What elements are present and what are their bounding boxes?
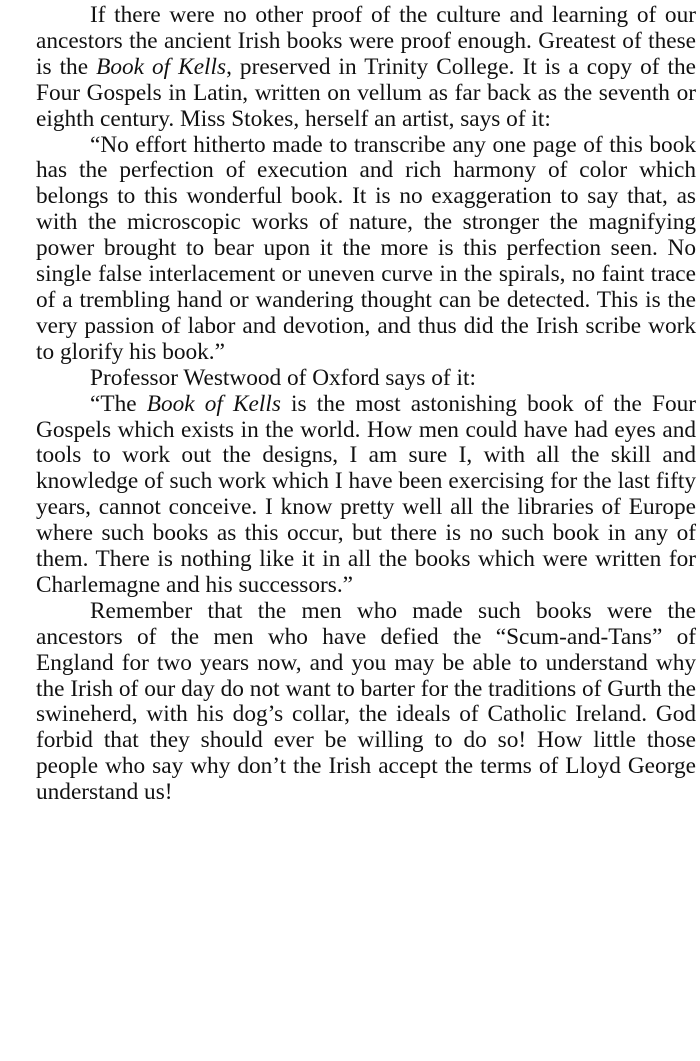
book-title-italic: Book of Kells <box>96 53 227 80</box>
paragraph-4-text-a: “The <box>90 390 147 417</box>
paragraph-1 <box>36 3 696 133</box>
paragraph-2-text: “No effort hitherto made to transcribe any one page of this book has the perfection of execution and rich harmony of color which belongs to this wonderful book. It is no exaggeration to say that, as with the microscopic works of nature, the stronger the magnifying power brought to bear upon it the more is this perfection seen. No single false interlacement or uneven curve in the spirals, no faint trace of a trembling hand or wandering thought can be detected. This is the very passion of labor and devotion, and thus did the Irish scribe work to glorify his book.” <box>36 131 696 365</box>
paragraph-4-text-b: is the most astonishing book of the Four Gospels which exists in the world. How men could have had eyes and tools to work out the designs, I am sure I, with all the skill and knowledge of such work which I have been exercising for the last fifty years, cannot conceive. I know pretty well all the libraries of Europe where such books as this occur, but there is no such book in any of them. There is nothing like it in all the books which were written for Charlemagne and his successors.” <box>36 390 697 598</box>
book-title-italic: Book of Kells <box>146 390 281 417</box>
document-page <box>36 3 696 806</box>
paragraph-3-text: Professor Westwood of Oxford says of it: <box>90 364 476 391</box>
paragraph-5-text: Remember that the men who made such books were the ancestors of the men who have defied the “Scum-and-Tans” of England for two years now, and you may be able to understand why the Irish of our day do not want to barter for the traditions of Gurth the swineherd, with his dog’s collar, the ideals of Catholic Ireland. God forbid that they should ever be willing to do so! How little those people who say why don’t the Irish accept the terms of Lloyd George understand us! <box>36 597 696 806</box>
paragraph-5 <box>36 599 696 806</box>
paragraph-1-text-b: , preserved in Trinity College. It is a copy of the Four Gospels in Latin, written on vellum as far back as the seventh or eighth century. Miss Stokes, herself an artist, says of it: <box>36 53 696 132</box>
paragraph-2-stokes-quote <box>36 133 696 366</box>
paragraph-1-text-a: If there were no other proof of the culture and learning of our ancestors the ancient Irish books were proof enough. Greatest of these is the <box>36 2 696 80</box>
paragraph-3 <box>36 366 696 392</box>
paragraph-4-westwood-quote <box>36 392 696 599</box>
